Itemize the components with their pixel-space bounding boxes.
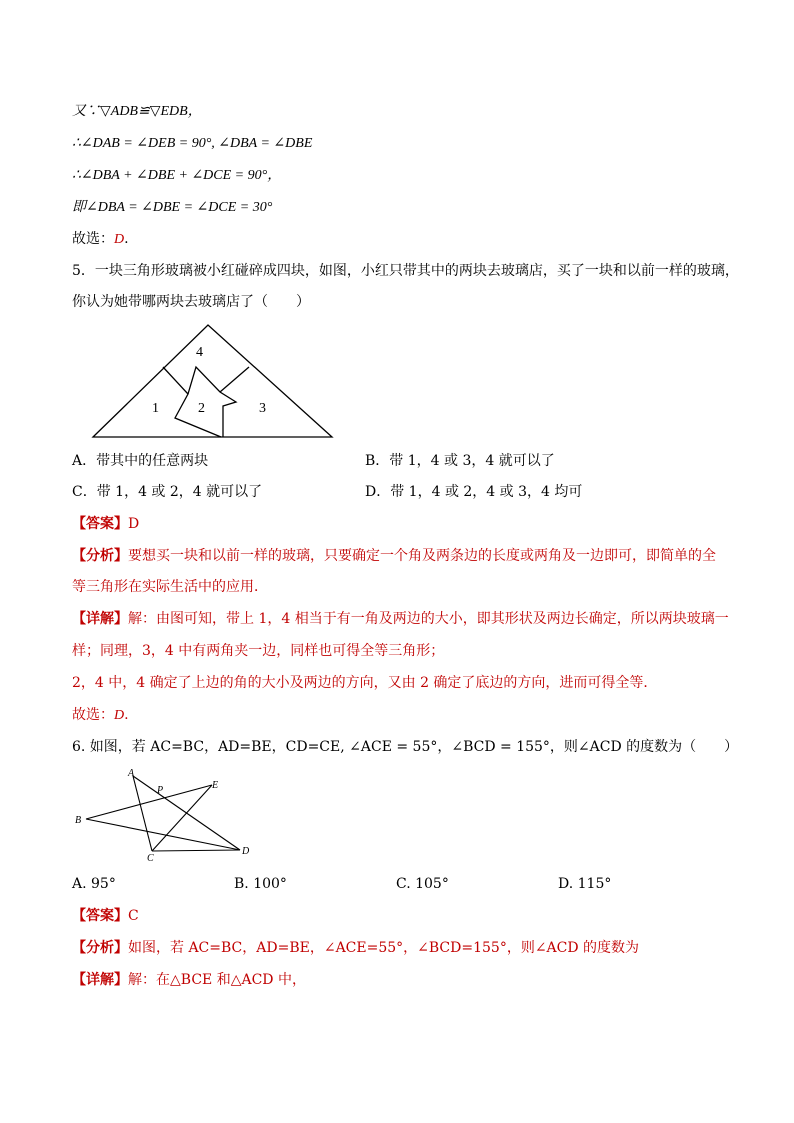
q5-option-a: A．带其中的任意两块 [72,453,209,469]
q5-answer: 【答案】D [72,516,140,532]
proof-line-2: ∴∠DAB = ∠DEB = 90°, ∠DBA = ∠DBE [72,136,313,151]
q5-detail-line-1: 【详解】解：由图可知，带上 1，4 相当于有一角及两边的大小，即其形状及两边长确定，所以两块玻璃一 [72,611,729,627]
q5-detail-line-2: 样；同理，3，4 中有两角夹一边，同样也可得全等三角形； [72,643,445,659]
q5-stem-line-1: 5．一块三角形玻璃被小红碰碎成四块，如图，小红只带其中的两块去玻璃店，买了一块和以前一样的玻璃， [72,263,739,279]
q6-label-b: B [75,815,82,826]
q5-piece-label-2: 2 [198,401,205,416]
proof-line-3: ∴∠DBA + ∠DBE + ∠DCE = 90°， [72,168,282,183]
q6-label-e: E [212,780,219,791]
q6-option-d: D. 115° [558,876,612,892]
q5-crack-right [220,367,249,392]
proof-conclusion: 故选：D. [72,231,129,247]
q6-label-a: A [128,768,135,779]
q5-piece-label-1: 1 [152,401,159,416]
q6-segment-be [86,785,212,819]
q5-option-b: B．带 1，4 或 3，4 就可以了 [365,453,555,469]
q6-label-c: C [147,853,154,864]
q6-option-c: C. 105° [396,876,449,892]
q6-label-d: D [242,846,250,857]
q5-crack-left [163,367,221,437]
q6-stem: 6. 如图，若 AC=BC，AD=BE，CD=CE, ∠ACE = 55°，∠BCD = 155°，则∠ACD 的度数为（ ） [72,739,739,755]
q5-piece-label-3: 3 [259,401,266,416]
q5-analysis-line-2: 等三角形在实际生活中的应用． [72,579,268,595]
q6-label-p: P [157,785,164,796]
q6-option-a: A. 95° [72,876,116,892]
q5-stem-line-2: 你认为她带哪两块去玻璃店了（ ） [72,294,310,310]
proof-line-1: 又∵▽ADB≌▽EDB， [72,104,202,119]
q6-analysis: 【分析】如图，若 AC=BC，AD=BE，∠ACE=55°，∠BCD=155°，则∠ACD 的度数为 [72,940,640,956]
q5-conclusion: 故选：D. [72,707,129,723]
q5-outer-triangle [93,325,332,437]
q6-detail: 【详解】解：在△BCE 和△ACD 中， [72,972,306,988]
q5-analysis-line-1: 【分析】要想买一块和以前一样的玻璃，只要确定一个角及两条边的长度或两角及一边即可，即简单的全 [72,548,716,564]
q5-triangle-figure [88,322,338,442]
q5-piece-label-4: 4 [196,345,203,360]
q5-option-c: C．带 1，4 或 2，4 就可以了 [72,484,263,500]
q6-geometry-figure [72,766,262,864]
q6-answer: 【答案】C [72,908,139,924]
q6-option-b: B. 100° [234,876,287,892]
proof-line-4: 即∠DBA = ∠DBE = ∠DCE = 30° [72,200,273,215]
q6-segment-cd [152,850,240,851]
q5-option-d: D．带 1，4 或 2，4 或 3，4 均可 [365,484,583,500]
q5-detail-line-3: 2，4 中，4 确定了上边的角的大小及两边的方向，又由 2 确定了底边的方向，进而可得全等． [72,675,658,691]
